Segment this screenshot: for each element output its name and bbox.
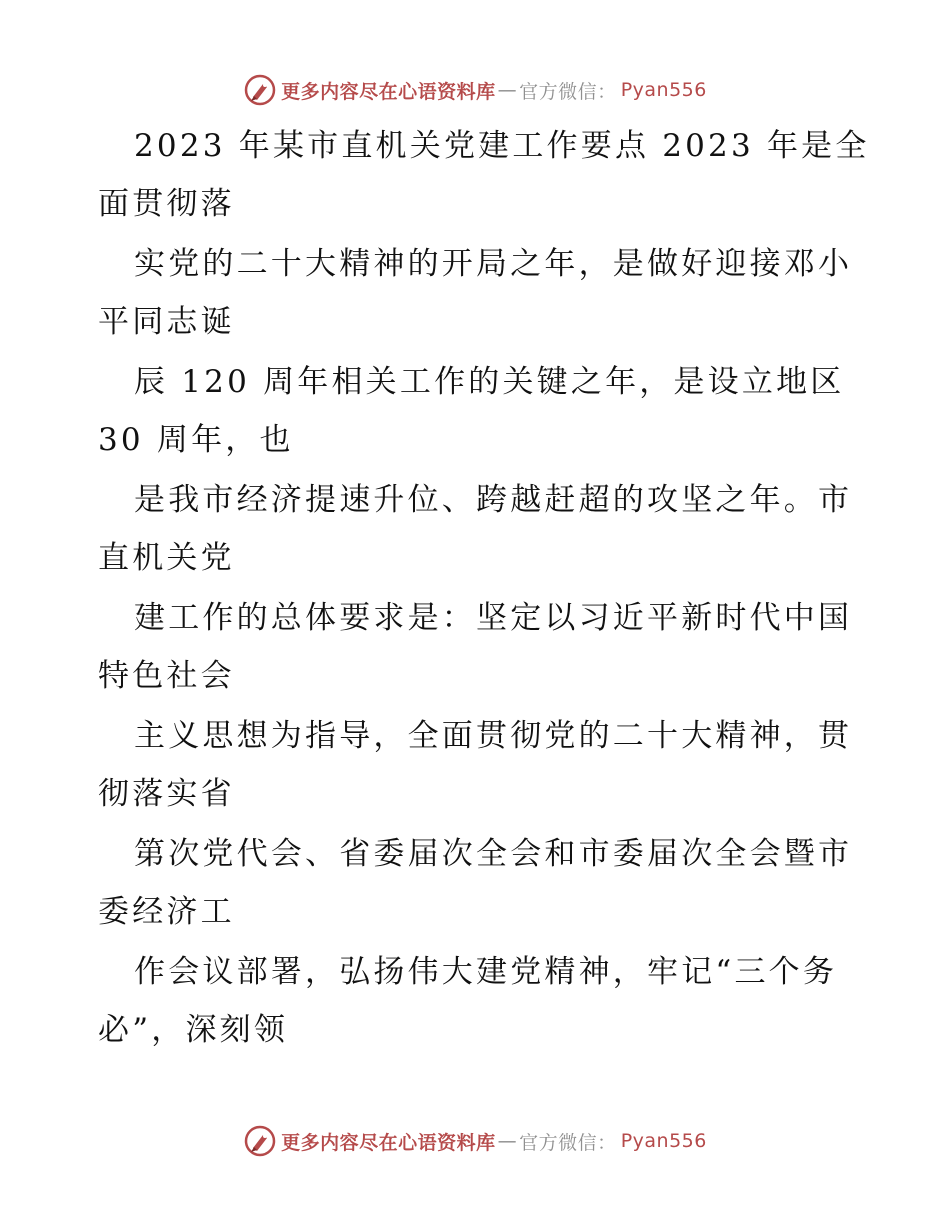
pen-nib-logo-icon [243, 1124, 277, 1158]
watermark-official-label: 官方微信： [519, 80, 617, 103]
watermark-account-id: Pyan556 [620, 1130, 707, 1152]
text-line-9: 建工作的总体要求是：坚定以习近平新时代中国 [134, 600, 853, 636]
text-line-12: 彻落实省 [98, 776, 235, 812]
text-line-6: 30 周年，也 [98, 422, 294, 458]
header-watermark [0, 72, 950, 108]
watermark-site-name: 更多内容尽在心语资料库 [281, 80, 496, 103]
text-line-14: 委经济工 [98, 894, 235, 930]
text-line-2: 面贯彻落 [98, 186, 235, 222]
text-line-4: 平同志诞 [98, 304, 235, 340]
text-line-8: 直机关党 [98, 540, 235, 576]
text-line-7: 是我市经济提速升位、跨越赶超的攻坚之年。市 [134, 482, 853, 518]
watermark-dash: — [497, 1130, 518, 1152]
watermark-dash: — [497, 79, 518, 101]
watermark-site-name: 更多内容尽在心语资料库 [281, 1131, 496, 1154]
text-line-11: 主义思想为指导，全面贯彻党的二十大精神，贯 [134, 718, 853, 754]
pen-nib-logo-icon [243, 73, 277, 107]
text-line-1: 2023 年某市直机关党建工作要点 2023 年是全 [134, 128, 870, 164]
text-line-10: 特色社会 [98, 658, 235, 694]
text-line-15: 作会议部署，弘扬伟大建党精神，牢记“三个务 [134, 954, 838, 990]
text-line-13: 第次党代会、省委届次全会和市委届次全会暨市 [134, 836, 853, 872]
text-line-5: 辰 120 周年相关工作的关键之年，是设立地区 [134, 364, 845, 400]
footer-watermark [0, 1123, 950, 1159]
watermark-official-label: 官方微信： [519, 1131, 617, 1154]
watermark-account-id: Pyan556 [620, 79, 707, 101]
text-line-3: 实党的二十大精神的开局之年，是做好迎接邓小 [134, 246, 853, 282]
text-line-16: 必”，深刻领 [98, 1012, 289, 1048]
